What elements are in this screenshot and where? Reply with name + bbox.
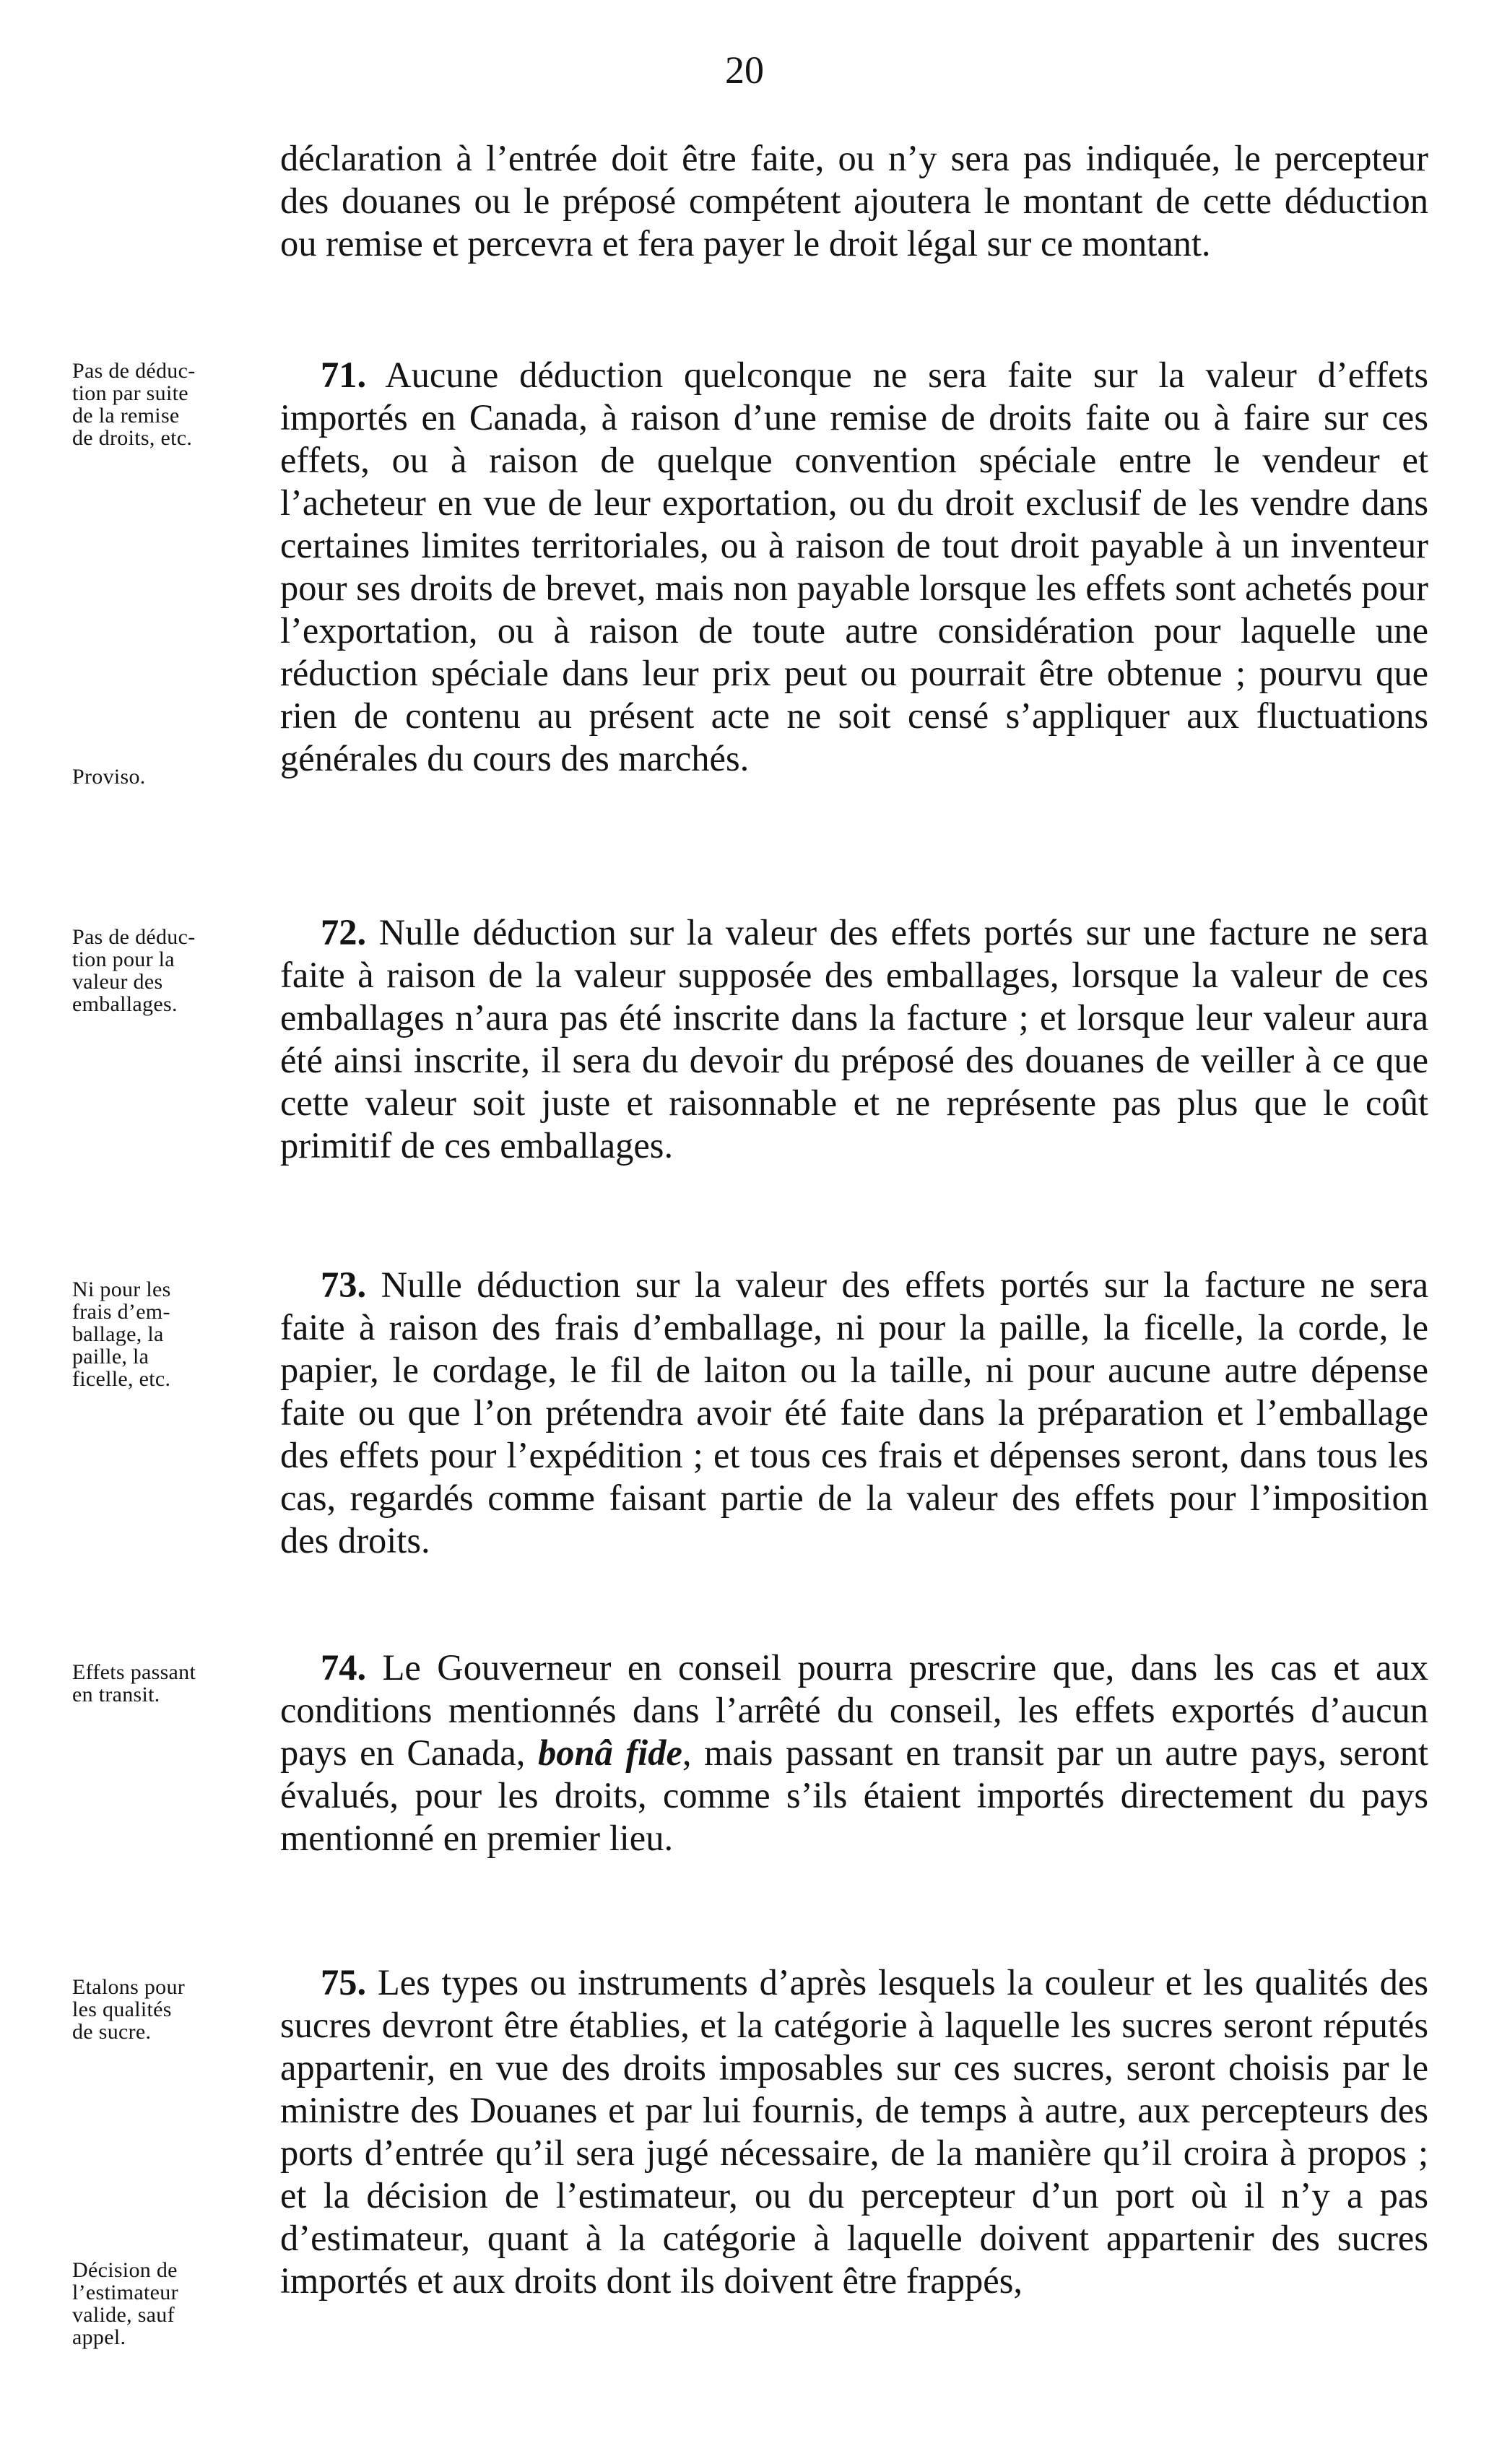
margin-note-line: frais d’em- <box>72 1300 170 1324</box>
margin-note-line: en transit. <box>72 1683 160 1706</box>
section-text-part-1: Le Gouverneur en conseil pourra prescrire que, dans les cas et aux conditions mentionnés dans l’arrêté du conseil, les effets exportés d’aucun pays en Canada, <box>280 1647 1428 1773</box>
section-73 <box>280 1264 1428 1562</box>
margin-note-72 <box>72 926 274 1015</box>
section-number: 73. <box>321 1264 367 1305</box>
proviso-label: Proviso. <box>72 765 146 789</box>
margin-note-line: les qualités <box>72 1997 172 2021</box>
margin-note-line: Ni pour les <box>72 1277 171 1301</box>
margin-note-75-decision <box>72 2259 274 2348</box>
margin-note-line: Etalons pour <box>72 1975 186 1999</box>
section-text: Les types ou instruments d’après lesquels la couleur et les qualités des sucres devront être établies, et la catégorie à laquelle les sucres seront réputés appartenir, en vue des droits imposables sur ces sucres, seront choisis par le ministre des Douanes et par lui fournis, de temps à autre, aux percepteurs des ports d’entrée qu’il sera jugé nécessaire, de la manière qu’il croira à propos ; et la décision de l’estimateur, ou du percepteur d’un port où il n’y a pas d’estimateur, quant à la catégorie à laquelle doivent appartenir des sucres importés et aux droits dont ils doivent être frappés, <box>280 1962 1428 2301</box>
margin-note-71 <box>72 360 274 449</box>
margin-note-line: valeur des <box>72 970 163 994</box>
margin-note-line: tion pour la <box>72 947 175 971</box>
margin-note-line: ficelle, etc. <box>72 1367 171 1391</box>
intro-text: déclaration à l’entrée doit être faite, ou n’y sera pas indiquée, le percepteur des douanes ou le préposé compétent ajoutera le montant de cette déduction ou remise et percevra et fera payer le droit légal sur ce montant. <box>280 138 1428 264</box>
section-text: Nulle déduction sur la valeur des effets portés sur la facture ne sera faite à raison des frais d’emballage, ni pour la paille, la ficelle, la corde, le papier, le cordage, le fil de laiton ou la taille, ni pour aucune autre dépense faite ou que l’on prétendra avoir été faite dans la préparation et l’emballage des effets pour l’expédition ; et tous ces frais et dépenses seront, dans tous les cas, regardés comme faisant partie de la valeur des effets pour l’imposition des droits. <box>280 1264 1428 1561</box>
margin-note-line: Pas de déduc- <box>72 925 196 949</box>
margin-note-line: tion par suite <box>72 381 188 405</box>
margin-note-line: de la remise <box>72 404 180 428</box>
margin-note-line: de droits, etc. <box>72 426 193 450</box>
margin-note-line: Pas de déduc- <box>72 359 196 383</box>
section-72 <box>280 911 1428 1167</box>
margin-note-line: emballages. <box>72 992 178 1016</box>
section-text: Aucune déduction quelconque ne sera faite sur la valeur d’effets importés en Canada, à raison d’une remise de droits faite ou à faire sur ces effets, ou à raison de quelque convention spéciale entre le vendeur et l’acheteur en vue de leur exportation, ou du droit exclusif de les vendre dans certaines limites territoriales, ou à raison de tout droit payable à un inventeur pour ses droits de brevet, mais non payable lorsque les effets sont achetés pour l’exportation, ou à raison de toute autre considération pour laquelle une réduction spéciale dans leur prix peut ou pourrait être obtenue ; pourvu que rien de contenu au présent acte ne soit censé s’appliquer aux fluctuations générales du cours des marchés. <box>280 355 1428 778</box>
section-74 <box>280 1647 1428 1860</box>
margin-note-74 <box>72 1661 274 1706</box>
margin-note-75 <box>72 1976 274 2043</box>
section-number: 71. <box>321 355 367 395</box>
margin-note-line: Décision de <box>72 2258 178 2282</box>
margin-note-line: de sucre. <box>72 2020 152 2044</box>
section-number: 72. <box>321 912 367 953</box>
margin-note-line: Effets passant <box>72 1660 196 1684</box>
intro-paragraph <box>280 137 1428 265</box>
section-text: Nulle déduction sur la valeur des effets portés sur une facture ne sera faite à raison de la valeur supposée des emballages, lorsque la valeur de ces emballages n’aura pas été inscrite dans la facture ; et lorsque leur valeur aura été ainsi inscrite, il sera du devoir du préposé des douanes de veiller à ce que cette valeur soit juste et raisonnable et ne représente pas plus que le coût primitif de ces emballages. <box>280 912 1428 1166</box>
section-number: 75. <box>321 1962 367 2003</box>
margin-note-line: paille, la <box>72 1345 149 1368</box>
section-71 <box>280 354 1428 780</box>
page-number: 20 <box>725 48 764 92</box>
section-75 <box>280 1961 1428 2302</box>
margin-note-proviso <box>72 765 274 788</box>
section-text-part-2: , mais passant en transit par un autre pays, seront évalués, pour les droits, comme s’ils étaient importés directement du pays mentionné en premier lieu. <box>280 1732 1428 1858</box>
section-number: 74. <box>321 1647 367 1688</box>
section-emphasis: bonâ fide <box>537 1732 682 1773</box>
margin-note-line: ballage, la <box>72 1322 164 1346</box>
margin-note-line: l’estimateur <box>72 2281 178 2304</box>
margin-note-73 <box>72 1278 274 1390</box>
margin-note-line: valide, sauf <box>72 2303 175 2327</box>
margin-note-line: appel. <box>72 2325 126 2349</box>
